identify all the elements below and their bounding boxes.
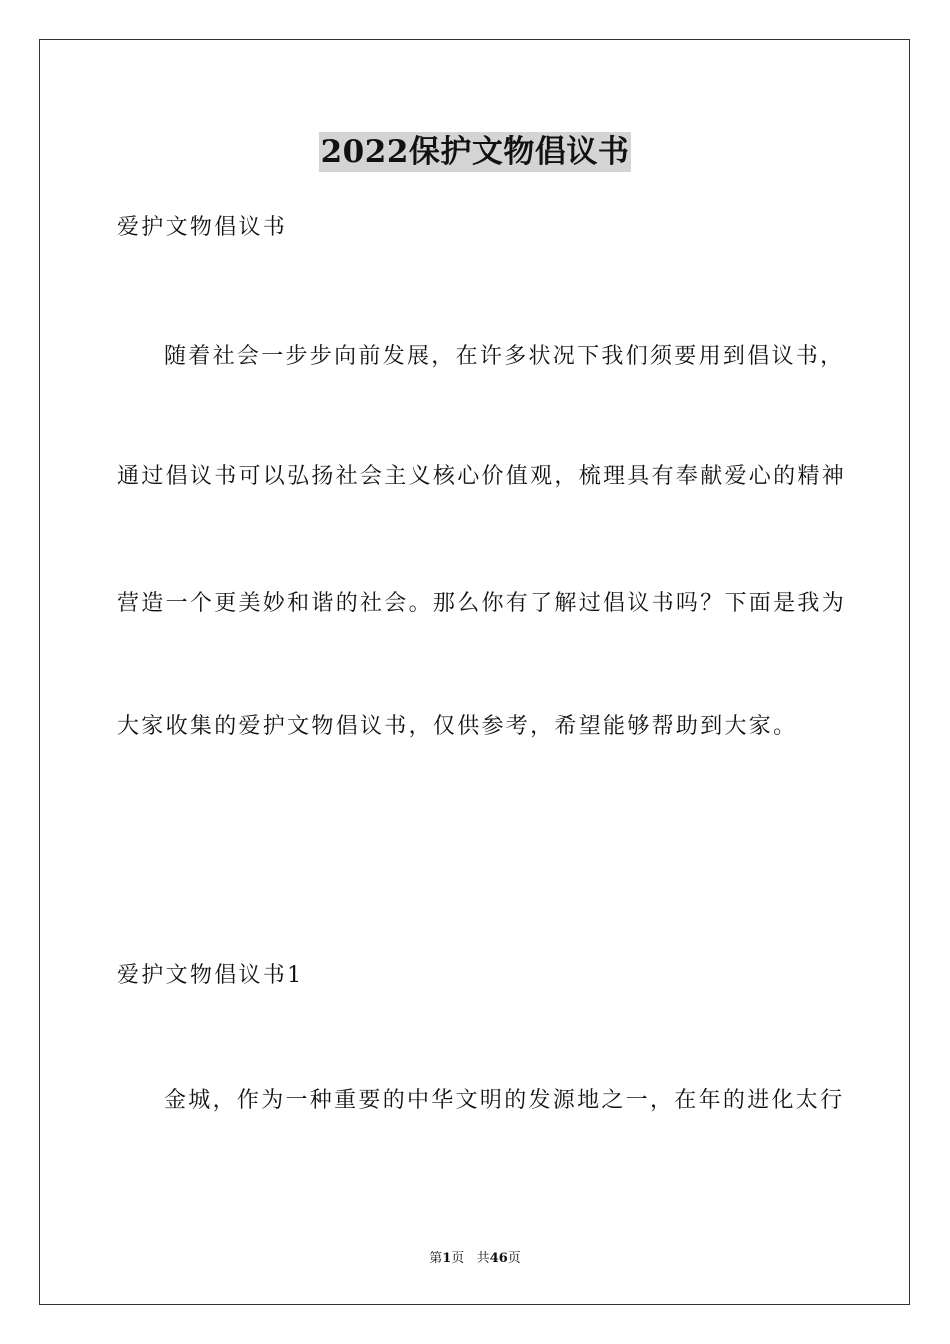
page-prefix: 第 [429, 1251, 443, 1266]
paragraph-line: 通过倡议书可以弘扬社会主义核心价值观，梳理具有奉献爱心的精神 [117, 464, 847, 489]
paragraph-line: 随着社会一步步向前发展，在许多状况下我们须要用到倡议书， [164, 344, 845, 369]
page-total: 46 [489, 1251, 508, 1266]
page-footer [0, 1247, 950, 1266]
section-heading: 爱护文物倡议书1 [117, 963, 304, 988]
total-suffix: 页 [507, 1251, 521, 1266]
paragraph-line: 金城，作为一种重要的中华文明的发源地之一，在年的进化太行 [164, 1088, 845, 1113]
total-prefix: 共 [476, 1251, 490, 1266]
section-heading: 爱护文物倡议书 [117, 215, 288, 240]
paragraph-line: 营造一个更美妙和谐的社会。那么你有了解过倡议书吗？下面是我为 [117, 591, 847, 616]
document-title: 2022保护文物倡议书 [320, 134, 630, 170]
page-current: 1 [442, 1251, 452, 1266]
document-title-wrapper [0, 126, 950, 171]
page-suffix: 页 [451, 1251, 465, 1266]
paragraph-line: 大家收集的爱护文物倡议书，仅供参考，希望能够帮助到大家。 [117, 714, 798, 739]
